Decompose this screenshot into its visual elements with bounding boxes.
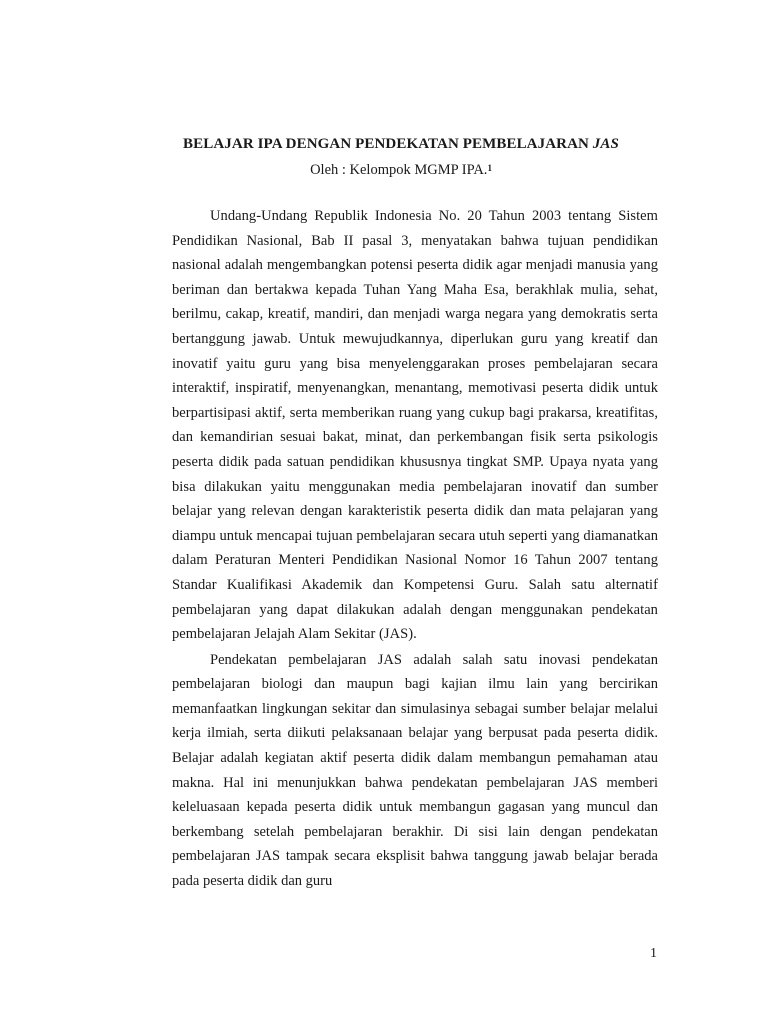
document-byline (0, 162, 768, 179)
footnote-marker: 1 (487, 163, 492, 173)
title-text: BELAJAR IPA DENGAN PENDEKATAN PEMBELAJARAN (183, 136, 589, 152)
byline-text: Oleh : Kelompok MGMP IPA. (310, 162, 488, 178)
title-emphasis: JAS (592, 136, 619, 152)
body-paragraph: Undang-Undang Republik Indonesia No. 20 Tahun 2003 tentang Sistem Pendidikan Nasional, Bab II pasal 3, menyatakan bahwa tujuan pendidikan nasional adalah mengembangkan potensi peserta didik agar menjadi manusia yang beriman dan bertakwa kepada Tuhan Yang Maha Esa, berakhlak mulia, sehat, berilmu, cakap, kreatif, mandiri, dan menjadi warga negara yang demokratis serta bertanggung jawab. Untuk mewujudkannya, diperlukan guru yang kreatif dan inovatif yaitu guru yang bisa menyelenggarakan proses pembelajaran secara interaktif, inspiratif, menyenangkan, menantang, memotivasi peserta didik untuk berpartisipasi aktif, serta memberikan ruang yang cukup bagi prakarsa, kreatifitas, dan kemandirian sesuai bakat, minat, dan perkembangan fisik serta psikologis peserta didik pada satuan pendidikan khususnya tingkat SMP. Upaya nyata yang bisa dilakukan yaitu menggunakan media pembelajaran inovatif dan sumber belajar yang relevan dengan karakteristik peserta didik dan mata pelajaran yang diampu untuk mencapai tujuan pembelajaran secara utuh seperti yang diamanatkan dalam Peraturan Menteri Pendidikan Nasional Nomor 16 Tahun 2007 tentang Standar Kualifikasi Akademik dan Kompetensi Guru. Salah satu alternatif pembelajaran yang dapat dilakukan adalah dengan menggunakan pendekatan pembelajaran Jelajah Alam Sekitar (JAS). (172, 208, 658, 643)
document-body (172, 204, 658, 894)
body-paragraph: Pendekatan pembelajaran JAS adalah salah satu inovasi pendekatan pembelajaran biologi dan maupun bagi kajian ilmu lain yang bercirikan memanfaatkan lingkungan sekitar dan simulasinya sebagai sumber belajar melalui kerja ilmiah, serta diikuti pelaksanaan belajar yang berpusat pada peserta didik. Belajar adalah kegiatan aktif peserta didik dalam membangun pemahaman atau makna. Hal ini menunjukkan bahwa pendekatan pembelajaran JAS memberi keleluasaan kepada peserta didik untuk membangun gagasan yang muncul dan berkembang setelah pembelajaran berakhir. Di sisi lain dengan pendekatan pembelajaran JAS tampak secara eksplisit bahwa tanggung jawab belajar berada pada peserta didik dan guru (172, 651, 658, 890)
document-title (0, 136, 768, 153)
page-number: 1 (650, 946, 657, 961)
